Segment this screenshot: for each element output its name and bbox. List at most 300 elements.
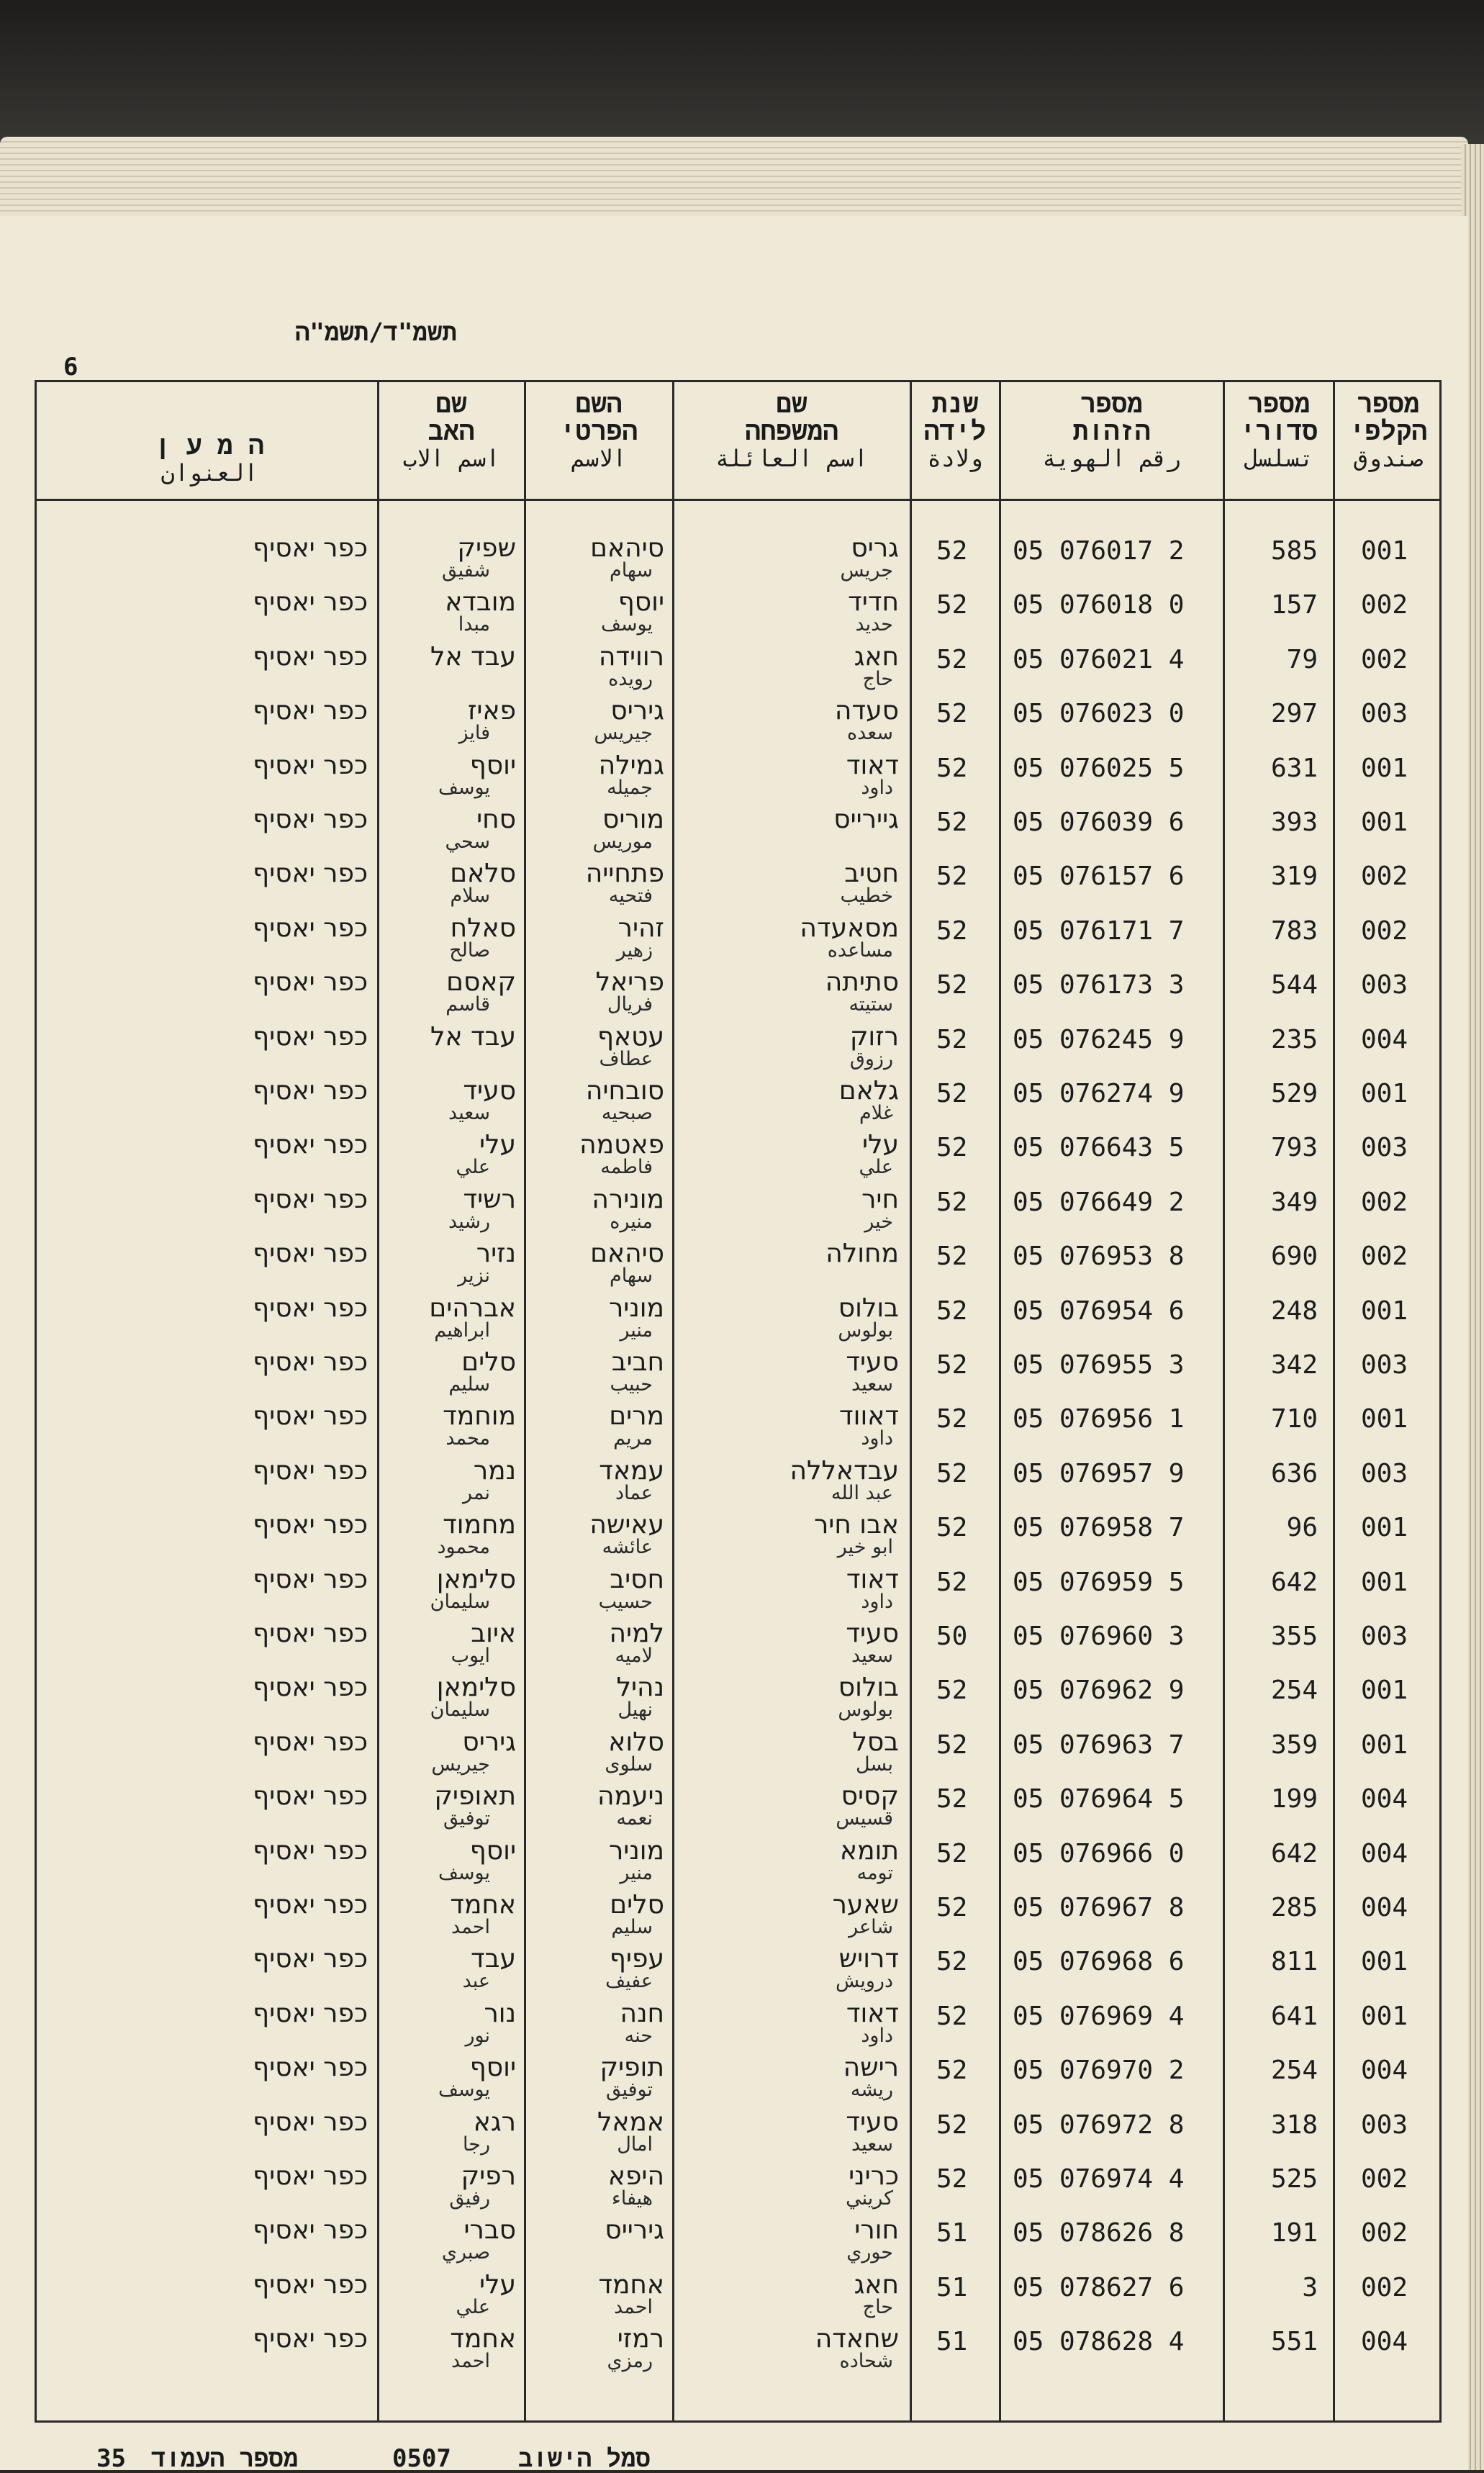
cell-address: כפר יאסיף bbox=[253, 1835, 368, 1866]
cell-first-name-ar: سهام bbox=[609, 1265, 653, 1288]
cell-first-name-ar: امال bbox=[617, 2133, 653, 2156]
cell-first-name-ar: يوسف bbox=[600, 613, 653, 636]
cell-serial: 642 bbox=[1270, 1567, 1318, 1597]
cell-first-name: עטאף bbox=[597, 1021, 664, 1052]
cell-father-name-ar: سليمان bbox=[430, 1699, 490, 1722]
cell-first-name: מונירה bbox=[592, 1184, 664, 1214]
cell-family-name: דאוד bbox=[846, 1998, 899, 2028]
cell-address: כפר יאסיף bbox=[253, 1401, 368, 1432]
cell-first-name-ar: احمد bbox=[614, 2295, 653, 2318]
cell-father-name: עבד bbox=[471, 1944, 516, 1974]
cell-first-name: רמזי bbox=[617, 2324, 664, 2354]
cell-first-name: חנה bbox=[620, 1998, 664, 2028]
cell-family-name-ar: مساعده bbox=[827, 939, 893, 962]
cell-serial: 254 bbox=[1270, 1676, 1318, 1706]
cell-serial: 191 bbox=[1270, 2218, 1318, 2248]
cell-father-name: רגא bbox=[473, 2107, 516, 2137]
cell-id-number: 05 076245 9 bbox=[1013, 1024, 1185, 1054]
cell-ballot-box: 002 bbox=[1361, 862, 1408, 892]
cell-father-name-ar: سعيد bbox=[448, 1102, 490, 1124]
cell-ballot-box: 001 bbox=[1361, 1404, 1408, 1434]
cell-first-name: סובחיה bbox=[585, 1076, 664, 1106]
cell-id-number: 05 076274 9 bbox=[1013, 1079, 1185, 1108]
cell-birth-year: 52 bbox=[936, 1838, 968, 1868]
cell-first-name: פתחייה bbox=[585, 859, 664, 889]
table-row bbox=[37, 1774, 1444, 1830]
cell-family-name: עבדאללה bbox=[789, 1455, 899, 1486]
cell-id-number: 05 076972 8 bbox=[1013, 2110, 1185, 2140]
cell-birth-year: 52 bbox=[936, 862, 968, 892]
col-header-father: שם האב اسم الاب bbox=[402, 389, 500, 472]
cell-address: כפר יאסיף bbox=[253, 1130, 368, 1160]
table-row bbox=[37, 1883, 1444, 1936]
cell-family-name: חיר bbox=[861, 1184, 899, 1214]
cell-first-name-ar: زهير bbox=[616, 939, 653, 962]
cell-father-name-ar: رفيق bbox=[449, 2187, 490, 2210]
cell-father-name-ar: سحي bbox=[445, 831, 490, 853]
cell-father-name-ar: قاسم bbox=[445, 993, 490, 1016]
cell-address: כפר יאסיף bbox=[253, 2215, 368, 2246]
footer-page-label: מספר העמוד bbox=[151, 2444, 299, 2473]
cell-family-name-ar: حاج bbox=[862, 2295, 893, 2318]
cell-id-number: 05 076017 2 bbox=[1013, 536, 1185, 566]
cell-father-name-ar: ايوب bbox=[451, 1645, 490, 1667]
cell-father-name: מובדא bbox=[445, 587, 516, 618]
cell-ballot-box: 002 bbox=[1361, 644, 1408, 674]
cell-family-name-ar: حديد bbox=[855, 613, 893, 636]
cell-birth-year: 52 bbox=[936, 2164, 968, 2194]
cell-id-number: 05 076018 0 bbox=[1013, 590, 1185, 620]
cell-father-name: נזיר bbox=[476, 1239, 516, 1269]
cell-father-name: אברהים bbox=[429, 1293, 516, 1323]
cell-address: כפר יאסיף bbox=[253, 1619, 368, 1648]
cell-first-name-ar: توفيق bbox=[605, 2079, 653, 2102]
cell-family-name: בולוס bbox=[838, 1673, 899, 1703]
cell-family-name-ar: كريني bbox=[846, 2187, 893, 2210]
cell-address: כפר יאסיף bbox=[253, 1727, 368, 1757]
cell-father-name: יוסף bbox=[469, 1835, 516, 1866]
cell-father-name: תאופיק bbox=[434, 1781, 516, 1812]
cell-serial: 235 bbox=[1270, 1024, 1318, 1054]
table-row bbox=[37, 1991, 1444, 2045]
cell-first-name-ar: فتحيه bbox=[608, 885, 653, 908]
cell-father-name-ar: علي bbox=[456, 2295, 490, 2318]
cell-first-name-ar: فاطمه bbox=[600, 1156, 653, 1179]
cell-ballot-box: 002 bbox=[1361, 2272, 1408, 2302]
cell-father-name: סחי bbox=[476, 805, 516, 834]
cell-father-name: איוב bbox=[471, 1619, 516, 1648]
cell-father-name-ar: فايز bbox=[458, 722, 490, 745]
cell-serial: 96 bbox=[1286, 1513, 1318, 1543]
cell-address: כפר יאסיף bbox=[253, 1564, 368, 1594]
cell-father-name: גיריס bbox=[462, 1727, 516, 1757]
cell-ballot-box: 001 bbox=[1361, 1079, 1408, 1108]
cell-ballot-box: 001 bbox=[1361, 536, 1408, 566]
cell-id-number: 05 076967 8 bbox=[1013, 1893, 1185, 1922]
cell-ballot-box: 004 bbox=[1361, 1838, 1408, 1868]
cell-first-name-ar: لاميه bbox=[615, 1645, 653, 1667]
cell-birth-year: 52 bbox=[936, 1458, 968, 1488]
cell-serial: 642 bbox=[1270, 1838, 1318, 1868]
cell-father-name: סעיד bbox=[463, 1076, 516, 1106]
cell-first-name-ar: جيريس bbox=[594, 722, 653, 745]
table-row bbox=[37, 906, 1444, 962]
cell-birth-year: 51 bbox=[936, 2327, 968, 2357]
cell-family-name: סעיד bbox=[846, 2107, 899, 2137]
footer-page-value: 35 bbox=[96, 2444, 126, 2473]
cell-family-name: גיירייס bbox=[833, 805, 899, 834]
cell-ballot-box: 003 bbox=[1361, 1133, 1408, 1163]
cell-ballot-box: 003 bbox=[1361, 1622, 1408, 1651]
cell-ballot-box: 001 bbox=[1361, 1513, 1408, 1543]
cell-serial: 690 bbox=[1270, 1242, 1318, 1272]
cell-father-name-ar: محمود bbox=[437, 1536, 490, 1559]
page-header-title: תשמ"ד/תשמ"ה bbox=[295, 318, 457, 347]
table-row bbox=[37, 1394, 1444, 1450]
cell-family-name: דאוד bbox=[846, 750, 899, 780]
cell-address: כפר יאסיף bbox=[253, 750, 368, 780]
cell-id-number: 05 076953 8 bbox=[1013, 1242, 1185, 1272]
cell-serial: 636 bbox=[1270, 1458, 1318, 1488]
cell-father-name: עבד אל bbox=[430, 1021, 516, 1052]
cell-serial: 551 bbox=[1270, 2327, 1318, 2357]
cell-family-name-ar: داود bbox=[861, 776, 893, 799]
col-header-ballot-box: מספר הקלפי صندوق bbox=[1349, 389, 1428, 472]
cell-id-number: 05 076970 2 bbox=[1013, 2056, 1185, 2086]
cell-address: כפר יאסיף bbox=[253, 2324, 368, 2354]
cell-family-name: חטיב bbox=[844, 859, 899, 889]
cell-first-name-ar: رمزي bbox=[607, 2350, 653, 2373]
cell-address: כפר יאסיף bbox=[253, 1455, 368, 1486]
cell-address: כפר יאסיף bbox=[253, 913, 368, 943]
cell-first-name: עפיף bbox=[609, 1944, 664, 1974]
cell-serial: 525 bbox=[1270, 2164, 1318, 2194]
cell-birth-year: 52 bbox=[936, 1784, 968, 1814]
cell-address: כפר יאסיף bbox=[253, 2053, 368, 2083]
cell-ballot-box: 001 bbox=[1361, 1676, 1408, 1706]
cell-first-name-ar: حبيب bbox=[610, 1373, 653, 1396]
cell-ballot-box: 001 bbox=[1361, 1947, 1408, 1977]
cell-address: כפר יאסיף bbox=[253, 805, 368, 834]
cell-first-name: אמאל bbox=[597, 2107, 664, 2137]
cell-father-name-ar: صبري bbox=[441, 2241, 490, 2264]
table-row bbox=[37, 1937, 1444, 1993]
cell-first-name: סלוא bbox=[608, 1727, 664, 1757]
cell-first-name-ar: جميله bbox=[607, 776, 653, 799]
cell-family-name: רישה bbox=[843, 2053, 899, 2083]
cell-address: כפר יאסיף bbox=[253, 1673, 368, 1703]
cell-father-name-ar: مبدا bbox=[458, 613, 490, 636]
cell-address: כפר יאסיף bbox=[253, 1184, 368, 1214]
cell-serial: 710 bbox=[1270, 1404, 1318, 1434]
cell-ballot-box: 002 bbox=[1361, 1187, 1408, 1217]
cell-id-number: 05 076956 1 bbox=[1013, 1404, 1185, 1434]
cell-birth-year: 50 bbox=[936, 1622, 968, 1651]
table-row bbox=[37, 1015, 1444, 1068]
cell-father-name: שפיק bbox=[457, 533, 516, 563]
cell-father-name-ar: يوسف bbox=[438, 2079, 490, 2102]
cell-family-name-ar: علي bbox=[859, 1156, 893, 1179]
cell-id-number: 05 078627 6 bbox=[1013, 2272, 1185, 2302]
cell-family-name-ar: سعيد bbox=[851, 2133, 893, 2156]
cell-family-name-ar: عبد الله bbox=[831, 1481, 893, 1504]
table-row bbox=[37, 1286, 1444, 1342]
cell-family-name-ar: ريشه bbox=[850, 2079, 893, 2102]
cell-id-number: 05 076968 6 bbox=[1013, 1947, 1185, 1977]
cell-id-number: 05 076643 5 bbox=[1013, 1133, 1185, 1163]
cell-father-name: פאיז bbox=[467, 696, 516, 726]
cell-ballot-box: 002 bbox=[1361, 915, 1408, 946]
cell-id-number: 05 076959 5 bbox=[1013, 1567, 1185, 1597]
cell-father-name-ar: توفيق bbox=[443, 1807, 490, 1830]
cell-father-name: רפיק bbox=[461, 2161, 516, 2191]
cell-father-name: מחמוד bbox=[443, 1510, 516, 1540]
cell-family-name-ar: رزوق bbox=[849, 1047, 893, 1070]
cell-first-name-ar: عائشه bbox=[602, 1536, 653, 1559]
cell-father-name-ar: عبد bbox=[462, 1970, 490, 1993]
cell-address: כפר יאסיף bbox=[253, 1239, 368, 1269]
cell-first-name: רווידה bbox=[598, 641, 664, 672]
cell-birth-year: 51 bbox=[936, 2272, 968, 2302]
cell-first-name-ar: سهام bbox=[609, 559, 653, 582]
cell-family-name-ar: سعيد bbox=[851, 1373, 893, 1396]
cell-first-name: מוריס bbox=[602, 805, 664, 834]
cell-address: כפר יאסיף bbox=[253, 641, 368, 672]
cell-first-name-ar: سليم bbox=[611, 1916, 653, 1938]
cell-id-number: 05 078628 4 bbox=[1013, 2327, 1185, 2357]
cell-family-name-ar: داود bbox=[861, 2024, 893, 2047]
cell-id-number: 05 076964 5 bbox=[1013, 1784, 1185, 1814]
cell-family-name-ar: حوري bbox=[846, 2241, 893, 2264]
cell-family-name-ar: بولوس bbox=[838, 1319, 893, 1342]
cell-serial: 285 bbox=[1270, 1893, 1318, 1922]
cell-first-name-ar: حنه bbox=[624, 2024, 653, 2047]
cell-serial: 529 bbox=[1270, 1079, 1318, 1108]
cell-family-name-ar: خطيب bbox=[840, 885, 893, 908]
cell-ballot-box: 004 bbox=[1361, 1784, 1408, 1814]
cell-first-name: מרים bbox=[609, 1401, 664, 1432]
cell-birth-year: 52 bbox=[936, 1513, 968, 1543]
cell-family-name: בסל bbox=[852, 1727, 899, 1757]
cell-first-name: חביב bbox=[611, 1347, 664, 1377]
cell-family-name: מחולה bbox=[825, 1239, 899, 1269]
cell-father-name: רשיד bbox=[463, 1184, 516, 1214]
cell-family-name-ar: تومه bbox=[856, 1861, 893, 1884]
cell-family-name-ar: سعده bbox=[847, 722, 893, 745]
cell-family-name: קסיס bbox=[841, 1781, 899, 1812]
cell-ballot-box: 001 bbox=[1361, 1730, 1408, 1760]
cell-first-name: זהיר bbox=[617, 913, 664, 943]
cell-id-number: 05 078626 8 bbox=[1013, 2218, 1185, 2248]
cell-father-name: אחמד bbox=[450, 2324, 516, 2354]
cell-serial: 79 bbox=[1286, 644, 1318, 674]
cell-family-name: חורי bbox=[854, 2215, 899, 2246]
table-row bbox=[37, 2045, 1444, 2102]
cell-family-name: סעדה bbox=[834, 696, 899, 726]
table-row bbox=[37, 1665, 1444, 1722]
cell-father-name: סלימאן bbox=[436, 1564, 516, 1594]
cell-family-name: כריני bbox=[849, 2161, 899, 2191]
cell-first-name: מוניר bbox=[608, 1835, 664, 1866]
cell-ballot-box: 003 bbox=[1361, 1350, 1408, 1380]
cell-first-name-ar: عماد bbox=[615, 1481, 653, 1504]
cell-address: כפר יאסיף bbox=[253, 1944, 368, 1974]
cell-id-number: 05 076039 6 bbox=[1013, 808, 1185, 837]
cell-father-name-ar: نزير bbox=[458, 1265, 490, 1288]
cell-ballot-box: 004 bbox=[1361, 1024, 1408, 1054]
background-top bbox=[0, 0, 1484, 151]
cell-first-name: היפא bbox=[607, 2161, 664, 2191]
cell-birth-year: 52 bbox=[936, 1947, 968, 1977]
cell-id-number: 05 076966 0 bbox=[1013, 1838, 1185, 1868]
cell-father-name: סלאם bbox=[450, 859, 516, 889]
cell-father-name: אחמד bbox=[450, 1890, 516, 1920]
cell-first-name-ar: حسيب bbox=[598, 1590, 653, 1613]
cell-address: כפר יאסיף bbox=[253, 2161, 368, 2191]
cell-first-name-ar: سلوى bbox=[605, 1753, 653, 1776]
cell-father-name-ar: شفيق bbox=[442, 559, 490, 582]
table-row bbox=[37, 851, 1444, 908]
footer-settlement-label: סמל הישוב bbox=[518, 2444, 651, 2473]
cell-first-name: למיה bbox=[609, 1619, 664, 1648]
cell-family-name: סעיד bbox=[846, 1347, 899, 1377]
table-row bbox=[37, 1720, 1444, 1776]
cell-first-name: גמילה bbox=[598, 750, 664, 780]
cell-first-name-ar: صبحيه bbox=[601, 1102, 653, 1124]
table-row bbox=[37, 1611, 1444, 1665]
cell-father-name-ar: يوسف bbox=[438, 1861, 490, 1884]
cell-ballot-box: 001 bbox=[1361, 808, 1408, 837]
table-row bbox=[37, 2317, 1444, 2373]
cell-father-name-ar: جيريس bbox=[431, 1753, 490, 1776]
cell-first-name: אחמד bbox=[598, 2269, 664, 2300]
cell-family-name: חדיד bbox=[848, 587, 899, 618]
cell-id-number: 05 076960 3 bbox=[1013, 1622, 1185, 1651]
cell-family-name-ar: ستيته bbox=[849, 993, 893, 1016]
cell-family-name-ar: شحاده bbox=[839, 2350, 893, 2373]
cell-address: כפר יאסיף bbox=[253, 533, 368, 563]
page-number: 6 bbox=[63, 353, 78, 381]
cell-id-number: 05 076963 7 bbox=[1013, 1730, 1185, 1760]
cell-father-name: סלימאן bbox=[436, 1673, 516, 1703]
cell-birth-year: 52 bbox=[936, 2110, 968, 2140]
table-row bbox=[37, 689, 1444, 745]
table-row bbox=[37, 2154, 1444, 2210]
cell-father-name: יוסף bbox=[469, 750, 516, 780]
cell-father-name-ar: احمد bbox=[451, 2350, 490, 2373]
cell-father-name-ar: سليم bbox=[448, 1373, 490, 1396]
table-row bbox=[37, 1449, 1444, 1502]
cell-father-name: מוחמד bbox=[443, 1401, 516, 1432]
cell-serial: 793 bbox=[1270, 1133, 1318, 1163]
cell-address: כפר יאסיף bbox=[253, 1021, 368, 1052]
cell-family-name: שחאדה bbox=[815, 2324, 899, 2354]
cell-family-name-ar: خير bbox=[864, 1210, 893, 1233]
table-row bbox=[37, 1231, 1444, 1288]
col-header-id-number: מספר הזהות رقم الهوية bbox=[1042, 389, 1181, 472]
cell-family-name: מסאעדה bbox=[800, 913, 899, 943]
cell-family-name: תומא bbox=[840, 1835, 899, 1866]
cell-address: כפר יאסיף bbox=[253, 587, 368, 618]
cell-id-number: 05 076962 9 bbox=[1013, 1676, 1185, 1706]
cell-address: כפר יאסיף bbox=[253, 1076, 368, 1106]
cell-serial: 393 bbox=[1270, 808, 1318, 837]
cell-birth-year: 52 bbox=[936, 699, 968, 729]
cell-ballot-box: 001 bbox=[1361, 2001, 1408, 2031]
cell-id-number: 05 076157 6 bbox=[1013, 862, 1185, 892]
cell-first-name: גירייס bbox=[605, 2215, 664, 2246]
cell-ballot-box: 001 bbox=[1361, 1567, 1408, 1597]
cell-id-number: 05 076023 0 bbox=[1013, 699, 1185, 729]
cell-family-name: בולוס bbox=[838, 1293, 899, 1323]
cell-ballot-box: 004 bbox=[1361, 1893, 1408, 1922]
table-row bbox=[37, 1340, 1444, 1396]
cell-id-number: 05 076173 3 bbox=[1013, 970, 1185, 1000]
col-header-address: ה מ ע ן العنوان bbox=[155, 431, 264, 487]
cell-first-name: ניעמה bbox=[597, 1781, 664, 1812]
cell-birth-year: 52 bbox=[936, 1404, 968, 1434]
cell-serial: 342 bbox=[1270, 1350, 1318, 1380]
cell-id-number: 05 076954 6 bbox=[1013, 1296, 1185, 1326]
cell-serial: 544 bbox=[1270, 970, 1318, 1000]
cell-first-name: נהיל bbox=[616, 1673, 664, 1703]
cell-serial: 297 bbox=[1270, 699, 1318, 729]
cell-address: כפר יאסיף bbox=[253, 1293, 368, 1323]
cell-birth-year: 52 bbox=[936, 590, 968, 620]
cell-family-name-ar: حاج bbox=[862, 667, 893, 690]
cell-family-name-ar: درويش bbox=[835, 1970, 893, 1993]
table-row bbox=[37, 797, 1444, 851]
cell-father-name-ar: علي bbox=[456, 1156, 490, 1179]
cell-address: כפר יאסיף bbox=[253, 1998, 368, 2028]
cell-family-name-ar: سعيد bbox=[851, 1645, 893, 1667]
cell-father-name-ar: نور bbox=[465, 2024, 490, 2047]
table-row bbox=[37, 960, 1444, 1016]
cell-id-number: 05 076025 5 bbox=[1013, 753, 1185, 783]
cell-first-name: יוסף bbox=[617, 587, 664, 618]
cell-birth-year: 52 bbox=[936, 1893, 968, 1922]
table-row bbox=[37, 2263, 1444, 2316]
cell-family-name-ar: شاعر bbox=[849, 1916, 893, 1938]
cell-first-name: סלים bbox=[610, 1890, 664, 1920]
table-row bbox=[37, 580, 1444, 636]
cell-ballot-box: 002 bbox=[1361, 2218, 1408, 2248]
cell-birth-year: 52 bbox=[936, 1133, 968, 1163]
cell-family-name: עלי bbox=[861, 1130, 899, 1160]
cell-serial: 199 bbox=[1270, 1784, 1318, 1814]
cell-family-name: דאוד bbox=[846, 1564, 899, 1594]
cell-ballot-box: 002 bbox=[1361, 590, 1408, 620]
cell-serial: 349 bbox=[1270, 1187, 1318, 1217]
cell-id-number: 05 076969 4 bbox=[1013, 2001, 1185, 2031]
cell-birth-year: 52 bbox=[936, 1730, 968, 1760]
cell-birth-year: 52 bbox=[936, 2001, 968, 2031]
cell-first-name: מוניר bbox=[608, 1293, 664, 1323]
cell-father-name: סאלח bbox=[450, 913, 516, 943]
cell-father-name-ar: يوسف bbox=[438, 776, 490, 799]
cell-family-name-ar: داود bbox=[861, 1427, 893, 1450]
cell-serial: 3 bbox=[1302, 2272, 1318, 2302]
cell-first-name: חסיב bbox=[610, 1564, 664, 1594]
cell-address: כפר יאסיף bbox=[253, 1781, 368, 1812]
cell-id-number: 05 076974 4 bbox=[1013, 2164, 1185, 2194]
cell-birth-year: 52 bbox=[936, 2056, 968, 2086]
cell-birth-year: 52 bbox=[936, 1187, 968, 1217]
cell-first-name-ar: منير bbox=[620, 1319, 653, 1342]
cell-birth-year: 52 bbox=[936, 753, 968, 783]
table-row bbox=[37, 526, 1444, 582]
cell-father-name: יוסף bbox=[469, 2053, 516, 2083]
